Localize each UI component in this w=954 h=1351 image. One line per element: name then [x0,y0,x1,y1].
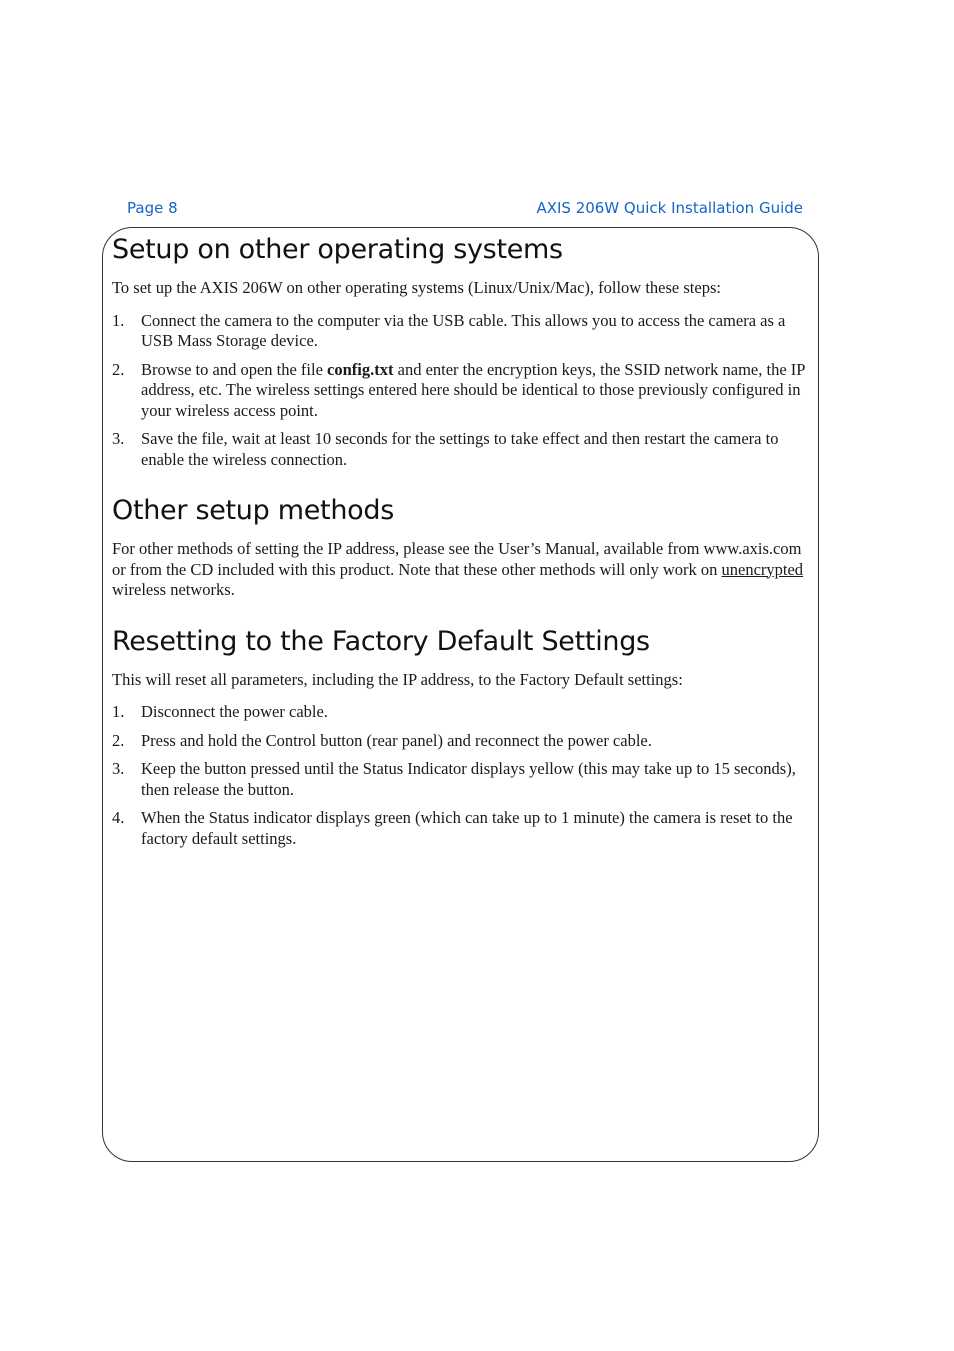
list-item [112,429,806,470]
section-title-setup-other-os: Setup on other operating systems [112,234,563,265]
step-number: 2. [112,359,125,379]
section-title-reset-factory: Resetting to the Factory Default Settings [112,625,650,657]
other-methods-part: For other methods of setting the IP address, please see the User’s Manual, available from www.axis.com or from the CD included with this product. Note that these other methods will only work on [112,539,802,579]
step-text-part: and enter the encryption keys, the SSID network name, the IP address, etc. The wireless settings entered here should be identical to those previously configured in your wireless access point. [141,359,805,420]
page-header [127,199,803,221]
step-number: 1. [112,310,125,330]
page-number: Page 8 [127,199,178,217]
step-text: Keep the button pressed until the Status Indicator displays yellow (this may take up to 15 seconds), then release the button. [141,759,796,799]
step-number: 4. [112,808,125,827]
step-number: 3. [112,759,125,778]
config-filename: config.txt [327,359,394,379]
unencrypted-term: unencrypted [721,559,804,579]
reset-steps-list [112,702,806,849]
step-text-part: Browse to and open the file [141,359,328,379]
step-text: When the Status indicator displays green (which can take up to 1 minute) the camera is reset to the factory default settings. [141,808,793,848]
list-item [112,702,806,723]
step-number: 2. [112,730,125,750]
list-item [112,311,806,352]
setup-steps-list [112,311,806,471]
step-number: 3. [112,429,125,448]
list-item [112,808,806,849]
step-text: Save the file, wait at least 10 seconds for the settings to take effect and then restart the camera to enable the wireless connection. [141,429,779,469]
page-content [112,232,806,849]
list-item [112,759,806,800]
other-methods-text [112,539,806,601]
step-text: Press and hold the Control button (rear panel) and reconnect the power cable. [141,730,652,750]
reset-intro: This will reset all parameters, including the IP address, to the Factory Default settings: [112,669,683,689]
step-number: 1. [112,702,125,721]
setup-intro: To set up the AXIS 206W on other operating systems (Linux/Unix/Mac), follow these steps: [112,278,721,297]
section-title-other-setup-methods: Other setup methods [112,495,394,526]
other-methods-part: wireless networks. [112,580,235,599]
list-item [112,731,806,752]
step-text: Disconnect the power cable. [141,702,328,721]
guide-title: AXIS 206W Quick Installation Guide [536,199,803,217]
step-text: Connect the camera to the computer via the USB cable. This allows you to access the camera as a USB Mass Storage device. [141,310,786,350]
list-item [112,360,806,422]
